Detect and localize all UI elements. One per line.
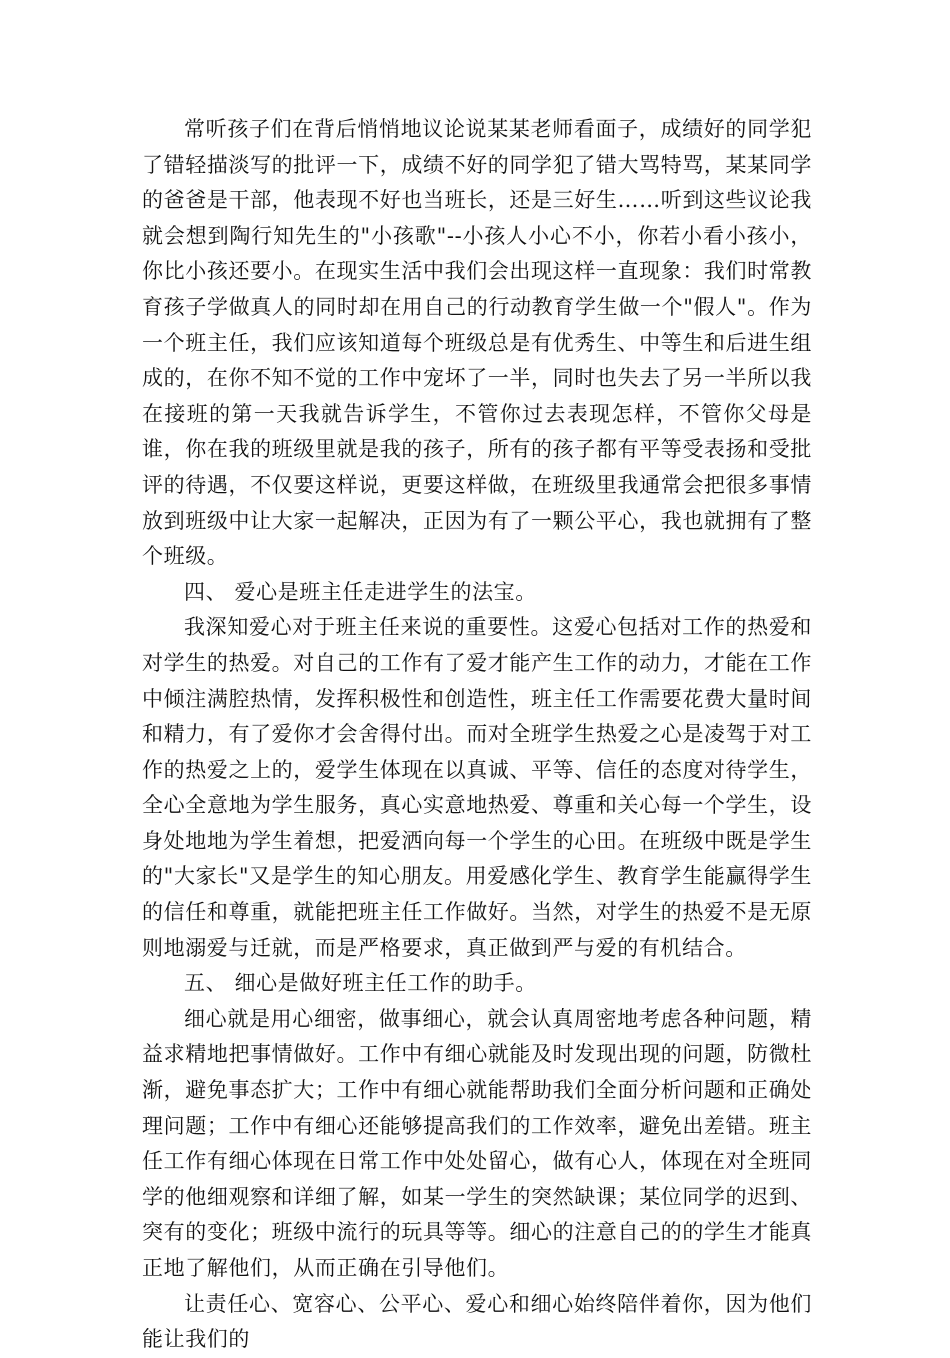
paragraph-carefulness: 细心就是用心细密，做事细心，就会认真周密地考虑各种问题，精益求精地把事情做好。工作中有细心就能及时发现出现的问题，防微杜渐，避免事态扩大；工作中有细心就能帮助我们全面分析问题和正确处理问题；工作中有细心还能够提高我们的工作效率，避免出差错。班主任工作有细心体现在日常工作中处处留心，做有心人，体现在对全班同学的他细观察和详细了解，如某一学生的突然缺课；某位同学的迟到、突有的变化；班级中流行的玩具等等。细心的注意自己的的学生才能真正地了解他们，从而正确在引导他们。 [142, 1006, 812, 1280]
section-heading-five: 五、 细心是做好班主任工作的助手。 [184, 971, 537, 996]
paragraph-love: 我深知爱心对于班主任来说的重要性。这爱心包括对工作的热爱和对学生的热爱。对自己的工作有了爱才能产生工作的动力，才能在工作中倾注满腔热情，发挥积极性和创造性，班主任工作需要花费大量时间和精力，有了爱你才会舍得付出。而对全班学生热爱之心是凌驾于对工作的热爱之上的，爱学生体现在以真诚、平等、信任的态度对待学生，全心全意地为学生服务，真心实意地热爱、尊重和关心每一个学生，设身处地地为学生着想，把爱洒向每一个学生的心田。在班级中既是学生的"大家长"又是学生的知心朋友。用爱感化学生、教育学生能赢得学生的信任和尊重，就能把班主任工作做好。当然，对学生的热爱不是无原则地溺爱与迁就，而是严格要求，真正做到严与爱的有机结合。 [142, 615, 812, 960]
document-page [142, 112, 812, 1358]
paragraph-fairness: 常听孩子们在背后悄悄地议论说某某老师看面子，成绩好的同学犯了错轻描淡写的批评一下，成绩不好的同学犯了错大骂特骂，某某同学的爸爸是干部，他表现不好也当班长，还是三好生……听到这些议论我就会想到陶行知先生的"小孩歌"--小孩人小心不小，你若小看小孩小，你比小孩还要小。在现实生活中我们会出现这样一直现象：我们时常教育孩子学做真人的同时却在用自己的行动教育学生做一个"假人"。作为一个班主任，我们应该知道每个班级总是有优秀生、中等生和后进生组成的，在你不知不觉的工作中宠坏了一半，同时也失去了另一半所以我在接班的第一天我就告诉学生，不管你过去表现怎样，不管你父母是谁，你在我的班级里就是我的孩子，所有的孩子都有平等受表扬和受批评的待遇，不仅要这样说，更要这样做，在班级里我通常会把很多事情放到班级中让大家一起解决，正因为有了一颗公平心，我也就拥有了整个班级。 [142, 117, 812, 569]
section-heading-four: 四、 爱心是班主任走进学生的法宝。 [184, 579, 537, 604]
paragraph-conclusion: 让责任心、宽容心、公平心、爱心和细心始终陪伴着你，因为他们能让我们的 [142, 1291, 812, 1352]
